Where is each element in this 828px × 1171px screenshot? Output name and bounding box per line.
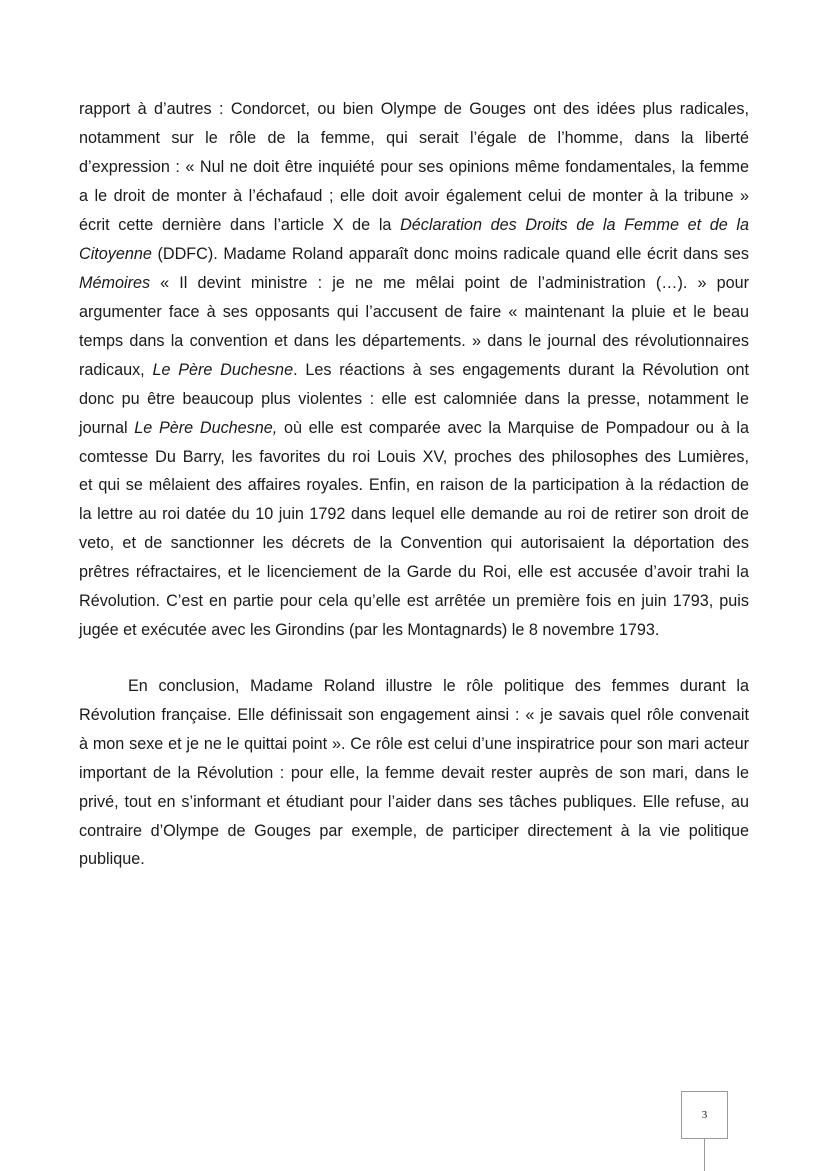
text-segment: radicaux, [79,360,153,379]
text-segment: comtesse Du Barry, les favorites du roi Louis XV, proches des philosophes des Lumières, [79,447,749,466]
paragraph-2-line-3 [79,734,749,754]
paragraph-1-line-17 [79,562,749,582]
paragraph-1-line-5 [79,215,749,235]
text-segment: privé, tout en s’informant et étudiant pour l’aider dans ses tâches publiques. Elle refuse, au [79,792,749,811]
paragraph-1-line-15 [79,504,749,524]
paragraph-1-line-18 [79,591,749,611]
paragraph-1-line-2 [79,128,749,148]
paragraph-2-line-4 [79,763,749,783]
paragraph-1-line-6 [79,244,749,264]
text-segment: écrit cette dernière dans l’article X de la [79,215,401,234]
text-segment: où elle est comparée avec la Marquise de Pompadour ou à la [277,418,749,437]
text-segment: notamment sur le rôle de la femme, qui serait l’égale de l’homme, dans la liberté [79,128,749,147]
text-segment: temps dans la convention et dans les départements. » dans le journal des révolutionnaires [79,331,749,350]
text-segment: important de la Révolution : pour elle, la femme devait rester auprès de son mari, dans le [79,763,749,782]
text-segment: En conclusion, Madame Roland illustre le rôle politique des femmes durant la [128,677,749,695]
paragraph-1-line-11 [79,389,749,409]
paragraph-2-line-6 [79,821,749,841]
text-segment: journal [79,418,135,437]
text-segment: Révolution française. Elle définissait son engagement ainsi : « je savais quel rôle convenait [79,705,749,724]
paragraph-1-line-4 [79,186,749,206]
text-segment: et qui se mêlaient des affaires royales. Enfin, en raison de la participation à la rédaction de [79,476,749,495]
text-segment: . Les réactions à ses engagements durant la Révolution ont [293,360,749,379]
text-segment: prêtres réfractaires, et le licenciement de la Garde du Roi, elle est accusée d’avoir trahi la [79,563,749,582]
text-segment: rapport à d’autres : Condorcet, ou bien Olympe de Gouges ont des idées plus radicales, [79,100,749,118]
text-segment: à mon sexe et je ne le quittai point ». Ce rôle est celui d’une inspiratrice pour son mari acteur [79,734,749,753]
text-segment: donc pu être beaucoup plus violentes : elle est calomniée dans la presse, notamment le [79,389,749,408]
text-segment: « Il devint ministre : je ne me mêlai point de l’administration (…). » pour [150,273,749,292]
italic-text: Citoyenne [79,244,152,263]
paragraph-1-line-7 [79,273,749,293]
page-number-box [681,1091,728,1139]
text-segment: jugée et exécutée avec les Girondins (par les Montagnards) le 8 novembre 1793. [79,621,660,640]
text-segment: (DDFC). Madame Roland apparaît donc moins radicale quand elle écrit dans ses [151,244,749,263]
paragraph-1-line-3 [79,157,749,177]
paragraph-1-line-16 [79,533,749,553]
text-segment: a le droit de monter à l’échafaud ; elle doit avoir également celui de monter à la tribune » [79,186,749,205]
text-segment: Révolution. C’est en partie pour cela qu’elle est arrêtée un première fois en juin 1793, puis [79,592,749,611]
text-segment: veto, et de sanctionner les décrets de la Convention qui autorisaient la déportation des [79,534,749,553]
italic-text: Le Père Duchesne, [134,418,278,437]
paragraph-1-line-14 [79,475,749,495]
paragraph-2-line-2 [79,705,749,725]
paragraph-1-line-1 [79,99,749,119]
paragraph-1-line-12 [79,418,749,438]
paragraph-1-line-10 [79,360,749,380]
page-number: 3 [701,1109,708,1121]
paragraph-2-line-5 [79,792,749,812]
paragraph-1-line-9 [79,331,749,351]
paragraph-2-line-1 [128,676,749,696]
italic-text: Mémoires [79,273,151,292]
text-segment: publique. [79,850,145,869]
paragraph-1-line-8 [79,302,749,322]
text-segment: la lettre au roi datée du 10 juin 1792 dans lequel elle demande au roi de retirer son droit de [79,505,749,524]
text-segment: d’expression : « Nul ne doit être inquiété pour ses opinions même fondamentales, la femme [79,157,749,176]
paragraph-2-line-7 [79,849,145,869]
paragraph-1-line-19 [79,620,659,640]
page-number-box-line [704,1139,705,1171]
text-segment: contraire d’Olympe de Gouges par exemple, de participer directement à la vie politique [79,821,749,840]
paragraph-1-line-13 [79,447,749,467]
italic-text: Le Père Duchesne [152,360,294,379]
text-segment: argumenter face à ses opposants qui l’accusent de faire « maintenant la pluie et le beau [79,302,749,321]
italic-text: Déclaration des Droits de la Femme et de la [400,215,749,234]
